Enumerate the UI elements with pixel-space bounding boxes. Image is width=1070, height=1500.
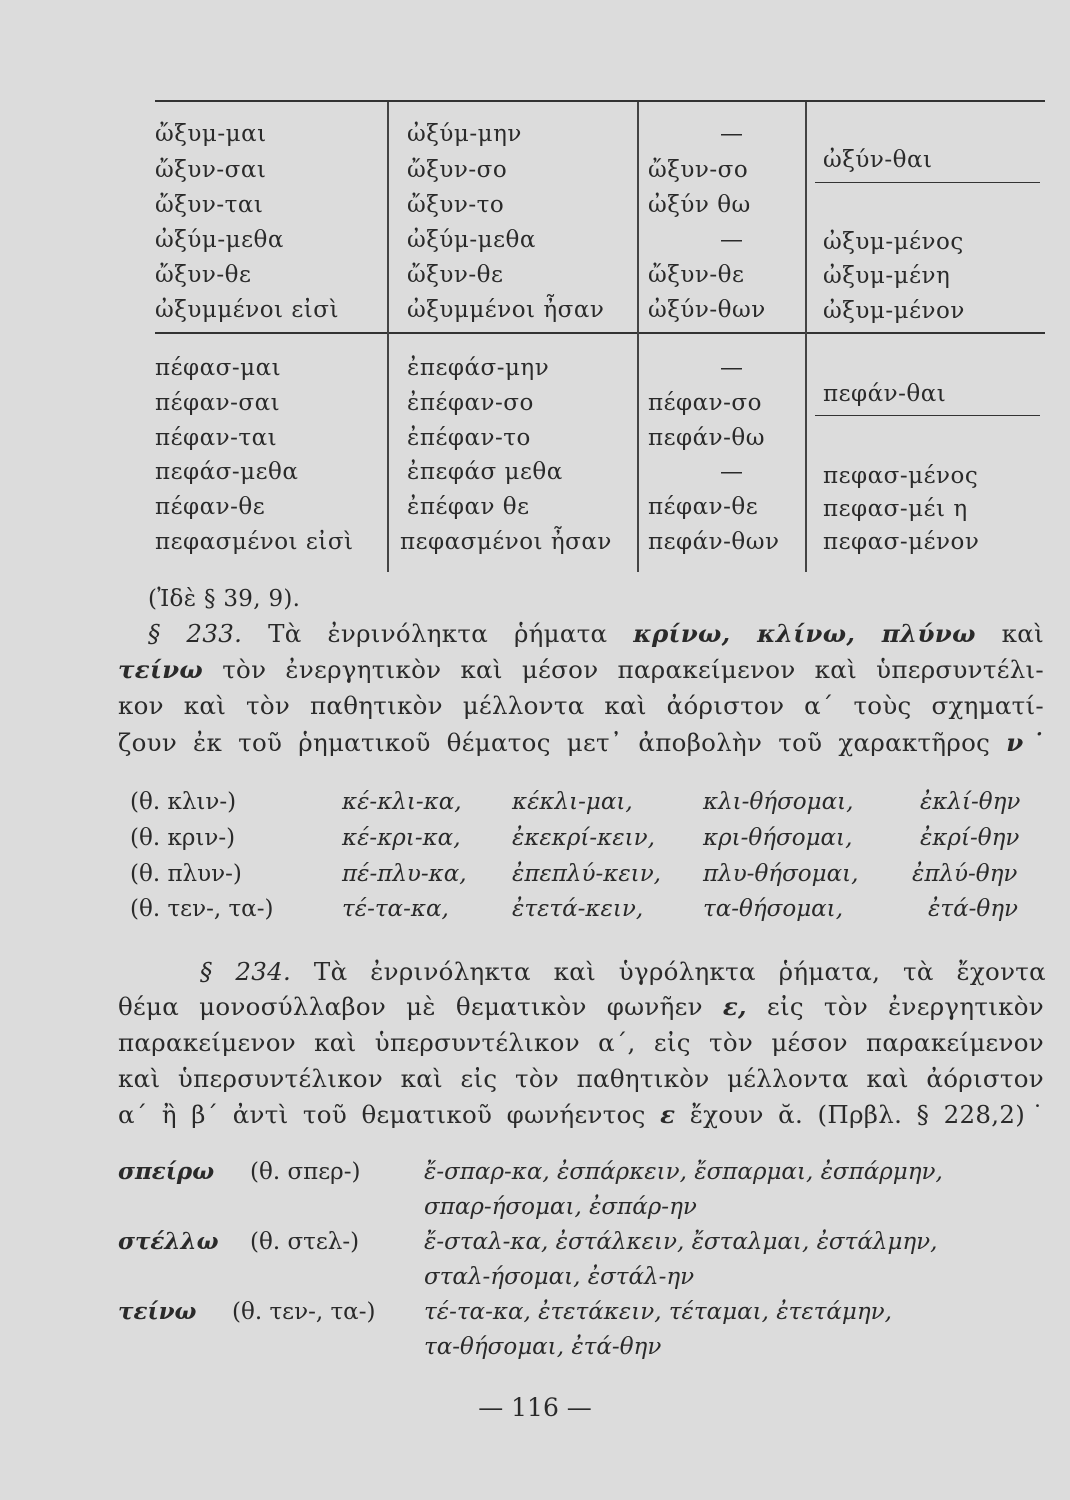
table-cell: ὠξυμμένοι εἰσὶ (155, 297, 340, 323)
example-form: κέκλι-μαι, (512, 789, 633, 815)
table-cell: πεφασ-μένος (823, 463, 979, 489)
text-span: Τὰ ἐνρινόληκτα ῥήματα (268, 619, 608, 648)
example-form: ἐτετά-κειν, (512, 896, 644, 922)
example-forms: ἔ-σπαρ-κα, ἐσπάρκειν, ἔσπαρμαι, ἐσπάρμην, (424, 1159, 943, 1185)
infinitive-underline (815, 415, 1040, 416)
table-cell: ὠξυμ-μένον (823, 298, 965, 324)
table-cell: — (720, 355, 744, 381)
column-divider (805, 102, 807, 572)
character-letter: ν˙ (1006, 728, 1044, 757)
text-span: καὶ (1001, 619, 1044, 648)
s234-line-5 (118, 1099, 1044, 1131)
s234-line-1 (200, 956, 1046, 988)
reference-note: (Ἰδὲ § 39, 9). (148, 586, 301, 612)
example-forms: τέ-τα-κα, ἐτετάκειν, τέταμαι, ἐτετάμην, (424, 1299, 892, 1325)
example-form: ἐκλί-θην (920, 789, 1021, 815)
example-form: κρι-θήσομαι, (703, 825, 853, 851)
text-span: τὸν ἐνεργητικὸν καὶ μέσον παρακείμενον καὶ ὑπερσυντέλι- (222, 655, 1045, 684)
table-cell: ὠξύν-θων (648, 297, 766, 323)
text-span: εἰς τὸν ἐνεργητικὸν (766, 992, 1044, 1021)
s233-line-1 (148, 618, 1044, 650)
column-divider (637, 102, 639, 572)
table-cell: ὠξυμμένοι ἦσαν (407, 297, 605, 323)
table-cell: — (720, 459, 744, 485)
table-cell: ὤξυν-θε (407, 262, 504, 288)
table-cell: ὠξυμ-μένος (823, 229, 964, 255)
table-cell: πεφασμένοι ἦσαν (400, 529, 612, 555)
example-form: ἐκεκρί-κειν, (512, 825, 655, 851)
emphasized-verb: τείνω (118, 655, 204, 684)
table-cell: πέφαν-ται (155, 425, 278, 451)
conjugation-table (155, 100, 1045, 580)
table-cell: ἐπεφάσ-μην (407, 355, 550, 381)
text-span: Τὰ ἐνρινόληκτα καὶ ὑγρόληκτα ῥήματα, τὰ ἔχοντα (313, 957, 1046, 986)
example-verb: σπείρω (118, 1158, 215, 1185)
example-forms: ἔ-σταλ-κα, ἐστάλκειν, ἔσταλμαι, ἐστάλμην, (424, 1229, 938, 1255)
table-cell: ὤξυν-σο (648, 157, 749, 183)
table-cell: ὤξυν-θε (648, 262, 745, 288)
table-cell: πέφαν-σαι (155, 390, 281, 416)
example-theme: (θ. κριν-) (130, 825, 236, 851)
table-cell: πεφασ-μένον (823, 529, 980, 555)
table-cell: ὠξύμ-μην (407, 121, 522, 147)
table-cell: ἐπεφάσ μεθα (407, 459, 563, 485)
page-number: — 116 — (478, 1393, 592, 1422)
example-forms: σταλ-ήσομαι, ἐστάλ-ην (424, 1264, 695, 1290)
table-cell: πεφασ-μέι η (823, 496, 968, 522)
table-cell: ὤξυν-σο (407, 157, 508, 183)
table-cell: πεφάν-θω (648, 425, 766, 451)
table-cell: ὠξυμ-μένη (823, 263, 951, 289)
example-theme: (θ. κλιν-) (130, 789, 237, 815)
example-form: τα-θήσομαι, (703, 896, 844, 922)
table-cell: ἐπέφαν-σο (407, 390, 534, 416)
example-form: κέ-κρι-κα, (342, 825, 461, 851)
example-theme: (θ. σπερ-) (250, 1159, 361, 1185)
s234-line-3: παρακείμενον καὶ ὑπερσυντέλικον α΄, εἰς τὸν μέσον παρακείμενον (118, 1028, 1044, 1057)
example-form: πλυ-θήσομαι, (703, 861, 859, 887)
table-top-rule (155, 100, 1045, 102)
example-theme: (θ. τεν-, τα-) (130, 896, 274, 922)
table-cell: ὠξύν-θαι (823, 147, 933, 173)
example-theme: (θ. στελ-) (250, 1229, 360, 1255)
example-form: ἐτά-θην (928, 896, 1018, 922)
column-divider (387, 102, 389, 572)
table-cell: — (720, 121, 744, 147)
example-forms: σπαρ-ήσομαι, ἐσπάρ-ην (424, 1194, 697, 1220)
table-cell: πέφασ-μαι (155, 355, 282, 381)
table-cell: ὠξύμ-μεθα (155, 227, 284, 253)
table-cell: πέφαν-θε (155, 494, 266, 520)
example-form: κέ-κλι-κα, (342, 789, 462, 815)
infinitive-underline (815, 182, 1040, 183)
table-cell: πέφαν-σο (648, 390, 762, 416)
example-verb: τείνω (118, 1298, 197, 1325)
table-cell: πεφάν-θων (648, 529, 780, 555)
table-cell: ὤξυν-θε (155, 262, 252, 288)
text-span: ζουν ἐκ τοῦ ῥηματικοῦ θέματος μετ᾽ ἀποβολὴν τοῦ χαρακτῆρος (118, 728, 991, 757)
text-span: α΄ ἢ β΄ ἀντὶ τοῦ θεματικοῦ φωνήεντος (118, 1100, 646, 1129)
table-cell: ὤξυν-ται (155, 192, 264, 218)
s234-line-4: καὶ ὑπερσυντέλικον καὶ εἰς τὸν παθητικὸν μέλλοντα καὶ ἀόριστον (118, 1064, 1044, 1093)
s233-line-2 (118, 654, 1044, 686)
example-forms: τα-θήσομαι, ἐτά-θην (424, 1334, 662, 1360)
table-cell: πεφάν-θαι (823, 381, 947, 407)
table-cell: ὤξυν-σαι (155, 157, 267, 183)
example-form: πέ-πλυ-κα, (342, 861, 467, 887)
table-cell: ὤξυμ-μαι (155, 121, 267, 147)
table-cell: — (720, 227, 744, 253)
emphasized-verbs: κρίνω, κλίνω, πλύνω (633, 619, 976, 648)
example-verb: στέλλω (118, 1228, 219, 1255)
text-span: θέμα μονοσύλλαβον μὲ θεματικὸν φωνῆεν (118, 992, 703, 1021)
table-cell: ὠξύμ-μεθα (407, 227, 536, 253)
table-cell: ἐπέφαν-το (407, 425, 531, 451)
table-cell: ἐπέφαν θε (407, 494, 530, 520)
example-form: ἐπεπλύ-κειν, (512, 861, 661, 887)
vowel-letter: ε, (722, 992, 747, 1021)
example-form: ἐπλύ-θην (912, 861, 1018, 887)
example-theme: (θ. τεν-, τα-) (232, 1299, 376, 1325)
table-cell: ὠξύν θω (648, 192, 751, 218)
example-theme: (θ. πλυν-) (130, 861, 242, 887)
vowel-letter: ε (660, 1100, 676, 1129)
example-form: ἐκρί-θην (920, 825, 1020, 851)
s234-line-2 (118, 991, 1044, 1023)
example-form: τέ-τα-κα, (342, 896, 449, 922)
section-number: § 234. (200, 957, 292, 986)
table-cell: πεφασμένοι εἰσὶ (155, 529, 354, 555)
text-span: ἔχουν ᾰ. (Πρβλ. § 228,2)˙ (689, 1100, 1044, 1129)
table-cell: ὤξυν-το (407, 192, 505, 218)
section-number: § 233. (148, 619, 243, 648)
s233-line-4 (118, 727, 1044, 759)
table-cell: πέφαν-θε (648, 494, 759, 520)
example-form: κλι-θήσομαι, (703, 789, 854, 815)
table-middle-rule (155, 332, 1045, 334)
table-cell: πεφάσ-μεθα (155, 459, 299, 485)
s233-line-3: κον καὶ τὸν παθητικὸν μέλλοντα καὶ ἀόριστον α΄ τοὺς σχηματί- (118, 691, 1044, 720)
